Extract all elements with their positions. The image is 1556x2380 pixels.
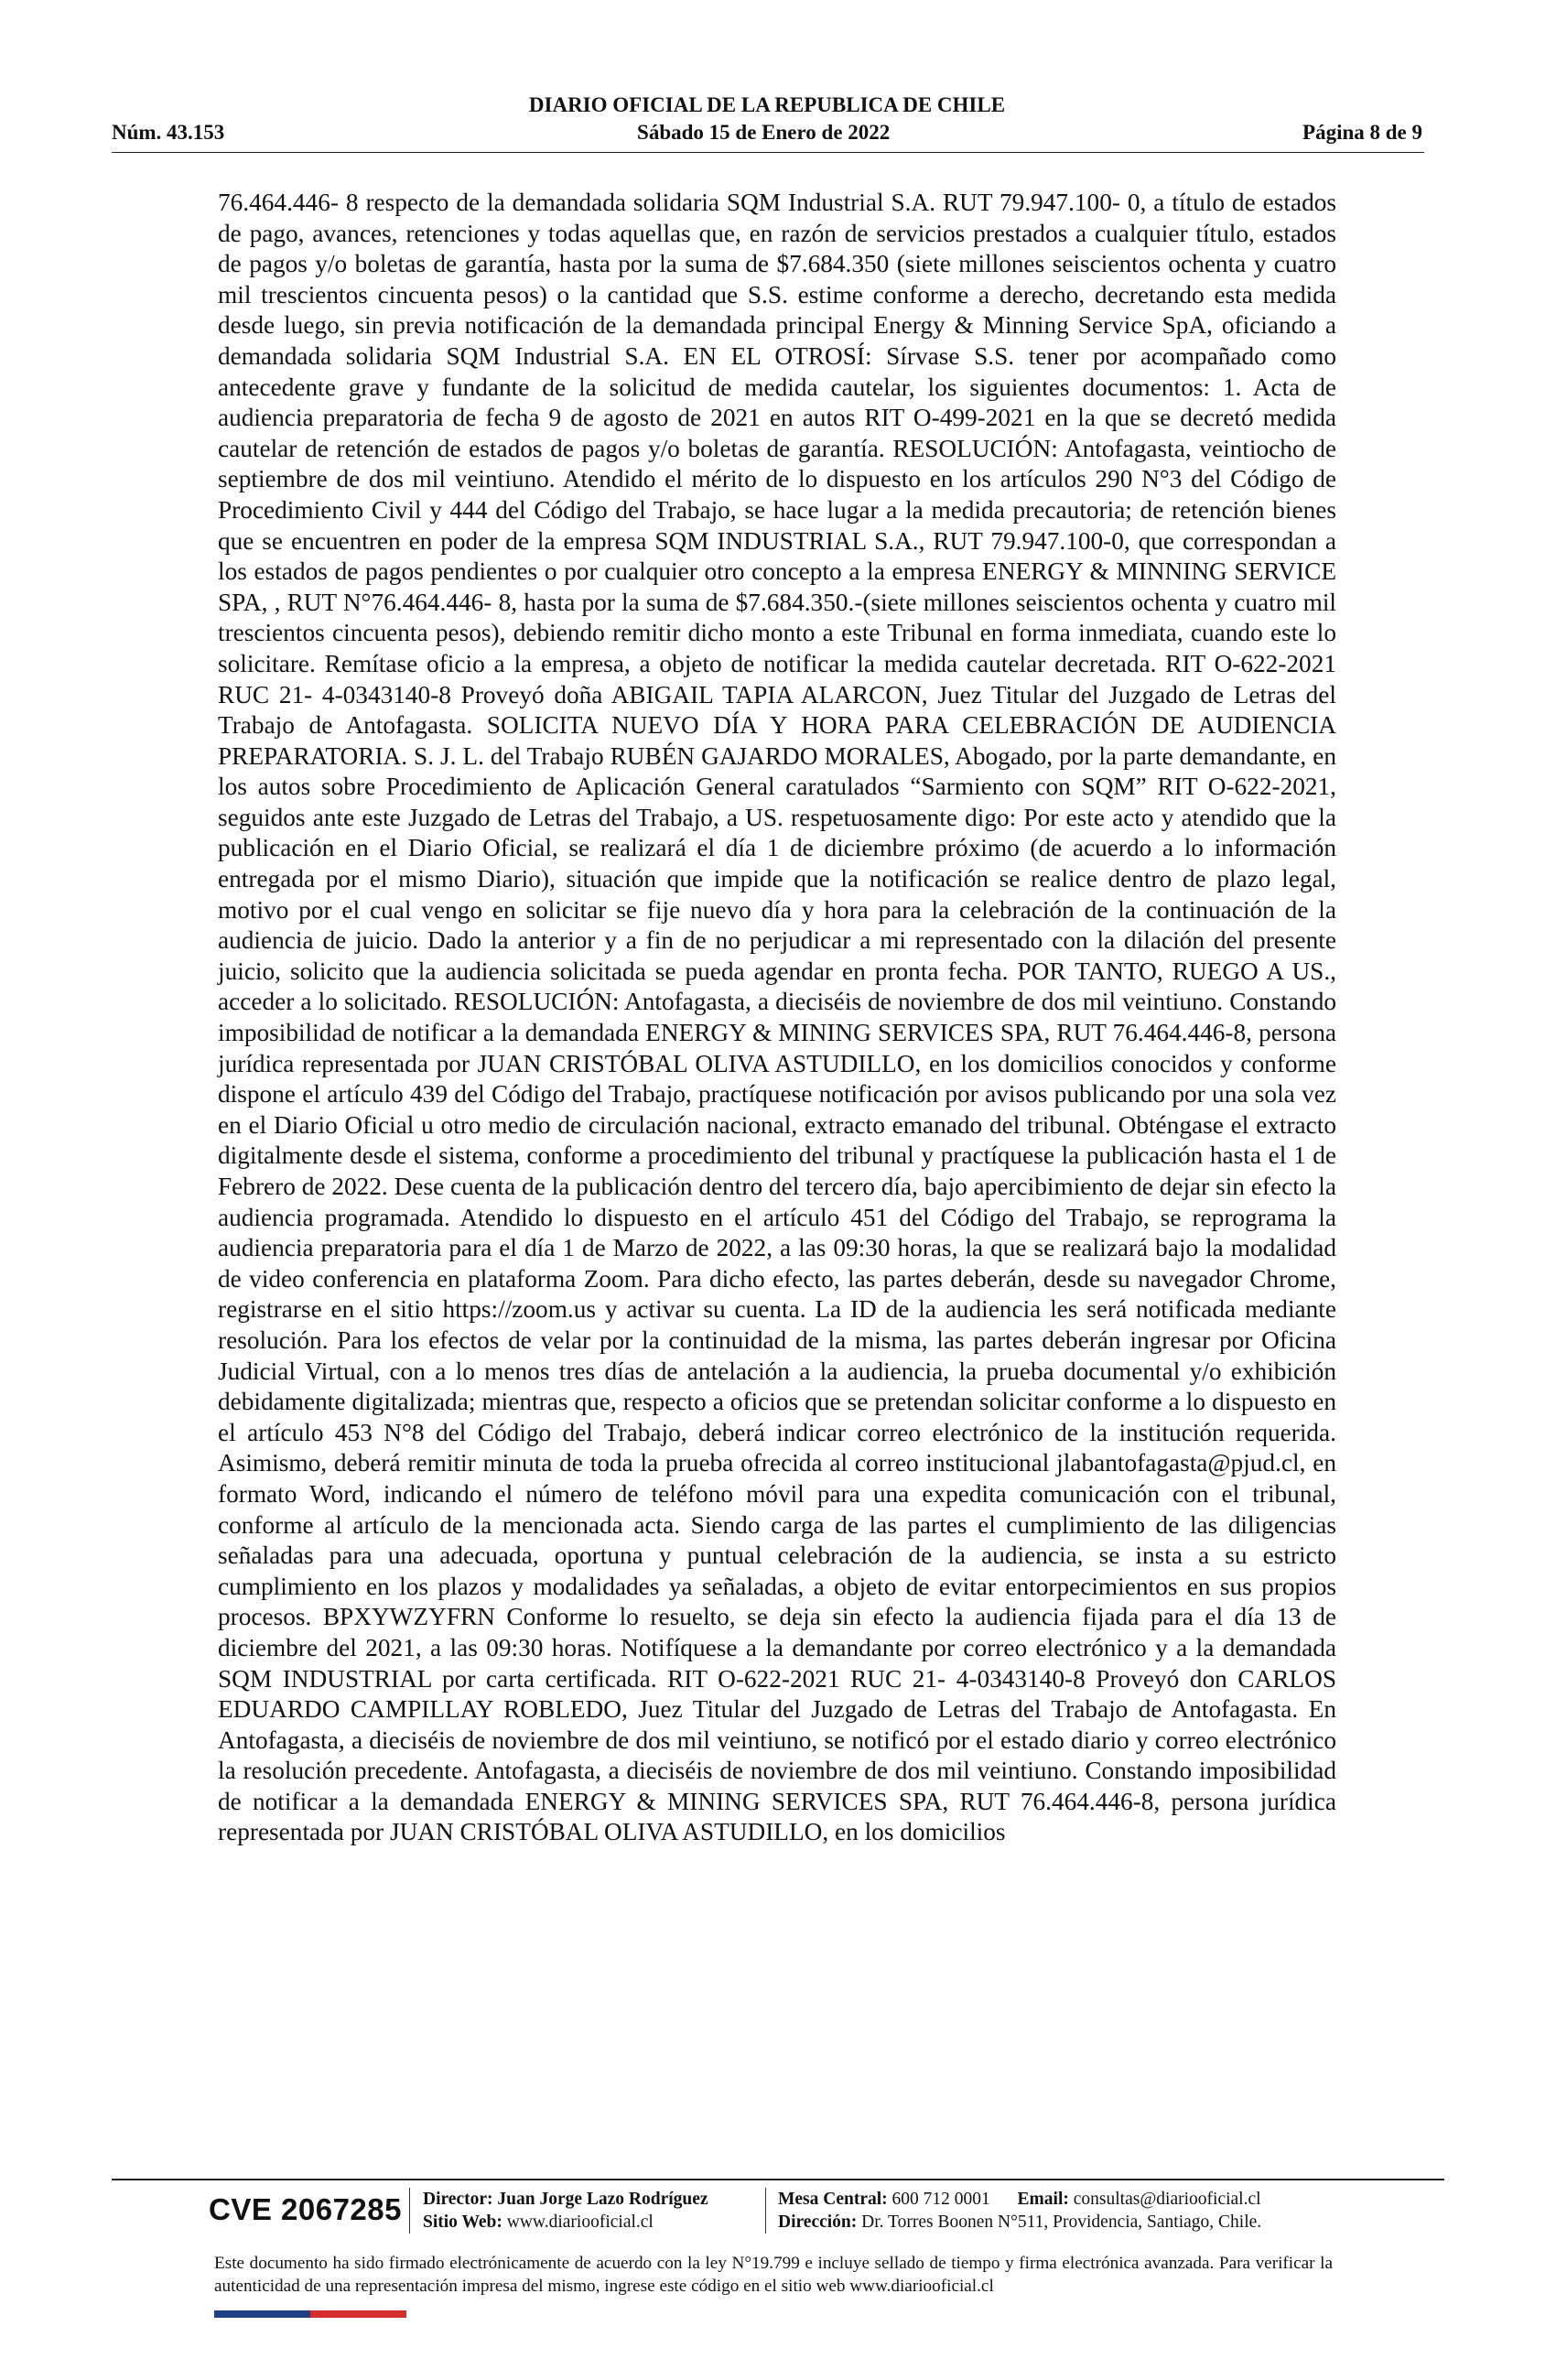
publication-title: DIARIO OFICIAL DE LA REPUBLICA DE CHILE [528,93,1006,116]
footer-divider [112,2179,1444,2180]
legal-notice: Este documento ha sido firmado electrónicamente de acuerdo con la ley N°19.799 e incluye sellado de tiempo y firma electrónica avanzada. Para verificar la autenticidad de una representación impresa del mismo, ingrese este código en el sitio web www.diariooficial.cl [214,2254,1333,2296]
contact-line: Mesa Central: 600 712 0001 Email: consultas@diariooficial.cl [778,2190,1261,2209]
document-body [218,188,1336,1848]
director-name: Juan Jorge Lazo Rodríguez [497,2190,708,2209]
footer-contact-block [778,2188,1261,2234]
body-paragraph: 76.464.446- 8 respecto de la demandada solidaria SQM Industrial S.A. RUT 79.947.100- 0, a título de estados de pago, avances, retenciones y todas aquellas que, en razón de servicios prestados a cualquier título, estados de pagos y/o boletas de garantía, hasta por la suma de $7.684.350 (siete millones seiscientos ochenta y cuatro mil trescientos cincuenta pesos) o la cantidad que S.S. estime conforme a derecho, decretando esta medida desde luego, sin previa notificación de la demandada principal Energy & Minning Service SpA, oficiando a demandada solidaria SQM Industrial S.A. EN EL OTROSÍ: Sírvase S.S. tener por acompañado como antecedente grave y fundante de la solicitud de medida cautelar, los siguientes documentos: 1. Acta de audiencia preparatoria de fecha 9 de agosto de 2021 en autos RIT O-499-2021 en la que se decretó medida cautelar de retención de estados de pagos y/o boletas de garantía. RESOLUCIÓN: Antofagasta, veintiocho de septiembre de dos mil veintiuno. Atendido el mérito de lo dispuesto en los artículos 290 N°3 del Código de Procedimiento Civil y 444 del Código del Trabajo, se hace lugar a la medida precautoria; de retención bienes que se encuentren en poder de la empresa SQM INDUSTRIAL S.A., RUT 79.947.100-0, que correspondan a los estados de pagos pendientes o por cualquier otro concepto a la empresa ENERGY & MINNING SERVICE SPA, , RUT N°76.464.446- 8, hasta por la suma de $7.684.350.-(siete millones seiscientos ochenta y cuatro mil trescientos cincuenta pesos), debiendo remitir dicho monto a este Tribunal en forma inmediata, cuando este lo solicitare. Remítase oficio a la empresa, a objeto de notificar la medida cautelar decretada. RIT O-622-2021 RUC 21- 4-0343140-8 Proveyó doña ABIGAIL TAPIA ALARCON, Juez Titular del Juzgado de Letras del Trabajo de Antofagasta. SOLICITA NUEVO DÍA Y HORA PARA CELEBRACIÓN DE AUDIENCIA PREPARATORIA. S. J. L. del Trabajo RUBÉN GAJARDO MORALES, Abogado, por la parte demandante, en los autos sobre Procedimiento de Aplicación General caratulados “Sarmiento con SQM” RIT O-622-2021, seguidos ante este Juzgado de Letras del Trabajo, a US. respetuosamente digo: Por este acto y atendido que la publicación en el Diario Oficial, se realizará el día 1 de diciembre próximo (de acuerdo a lo información entregada por el mismo Diario), situación que impide que la notificación se realice dentro de plazo legal, motivo por el cual vengo en solicitar se fije nuevo día y hora para la celebración de la continuación de la audiencia de juicio. Dado la anterior y a fin de no perjudicar a mi representado con la dilación del presente juicio, solicito que la audiencia solicitada se pueda agendar en pronta fecha. POR TANTO, RUEGO A US., acceder a lo solicitado. RESOLUCIÓN: Antofagasta, a dieciséis de noviembre de dos mil veintiuno. Constando imposibilidad de notificar a la demandada ENERGY & MINING SERVICES SPA, RUT 76.464.446-8, persona jurídica representada por JUAN CRISTÓBAL OLIVA ASTUDILLO, en los domicilios conocidos y conforme dispone el artículo 439 del Código del Trabajo, practíquese notificación por avisos publicando por una sola vez en el Diario Oficial u otro medio de circulación nacional, extracto emanado del tribunal. Obténgase el extracto digitalmente desde el sistema, conforme a procedimiento del tribunal y practíquese la publicación hasta el 1 de Febrero de 2022. Dese cuenta de la publicación dentro del tercero día, bajo apercibimiento de dejar sin efecto la audiencia programada. Atendido lo dispuesto en el artículo 451 del Código del Trabajo, se reprograma la audiencia preparatoria para el día 1 de Marzo de 2022, a las 09:30 horas, la que se realizará bajo la modalidad de video conferencia en plataforma Zoom. Para dicho efecto, las partes deberán, desde su navegador Chrome, registrarse en el sitio https://zoom.us y activar su cuenta. La ID de la audiencia les será notificada mediante resolución. Para los efectos de velar por la continuidad de la misma, las partes deberán ingresar por Oficina Judicial Virtual, con a lo menos tres días de antelación a la audiencia, la prueba documental y/o exhibición debidamente digitalizada; mientras que, respecto a oficios que se pretendan solicitar conforme a lo dispuesto en el artículo 453 N°8 del Código del Trabajo, deberá indicar correo electrónico de la institución requerida. Asimismo, deberá remitir minuta de toda la prueba ofrecida al correo institucional jlabantofagasta@pjud.cl, en formato Word, indicando el número de teléfono móvil para una expedita comunicación con el tribunal, conforme al artículo de la mencionada acta. Siendo carga de las partes el cumplimiento de las diligencias señaladas para una adecuada, oportuna y puntual celebración de la audiencia, se insta a su estricto cumplimiento en los plazos y modalidades ya señaladas, a objeto de evitar entorpecimientos en sus propios procesos. BPXYWZYFRN Conforme lo resuelto, se deja sin efecto la audiencia fijada para el día 13 de diciembre del 2021, a las 09:30 horas. Notifíquese a la demandante por correo electrónico y a la demandada SQM INDUSTRIAL por carta certificada. RIT O-622-2021 RUC 21- 4-0343140-8 Proveyó don CARLOS EDUARDO CAMPILLAY ROBLEDO, Juez Titular del Juzgado de Letras del Trabajo de Antofagasta. En Antofagasta, a dieciséis de noviembre de dos mil veintiuno, se notificó por el estado diario y correo electrónico la resolución precedente. Antofagasta, a dieciséis de noviembre de dos mil veintiuno. Constando imposibilidad de notificar a la demandada ENERGY & MINING SERVICES SPA, RUT 76.464.446-8, persona jurídica representada por JUAN CRISTÓBAL OLIVA ASTUDILLO, en los domicilios [218,189,1336,1846]
website-line: Sitio Web: www.diariooficial.cl [423,2212,654,2232]
page-number: Página 8 de 9 [1302,121,1422,144]
page-header [112,92,1422,150]
website-link[interactable]: www.diariooficial.cl [506,2212,654,2232]
cve-label: CVE 2067285 [209,2192,402,2226]
flag-blue-segment [214,2310,310,2318]
footer-director-block [423,2188,708,2234]
footer-separator [765,2188,766,2234]
cve-code [209,2184,402,2235]
header-info-row [112,121,1422,145]
issue-date: Sábado 15 de Enero de 2022 [637,121,891,144]
address: Dr. Torres Boonen N°511, Providencia, Santiago, Chile. [861,2212,1262,2232]
header-divider [112,152,1424,153]
issue-number: Núm. 43.153 [112,121,225,144]
chile-flag-stripe [214,2310,406,2318]
phone-number: 600 712 0001 [891,2190,990,2209]
email-link[interactable]: consultas@diariooficial.cl [1073,2190,1261,2209]
footer-separator [409,2188,410,2234]
flag-red-segment [310,2310,406,2318]
address-line: Dirección: Dr. Torres Boonen N°511, Providencia, Santiago, Chile. [778,2212,1262,2232]
director-line: Director: Juan Jorge Lazo Rodríguez [423,2190,708,2209]
